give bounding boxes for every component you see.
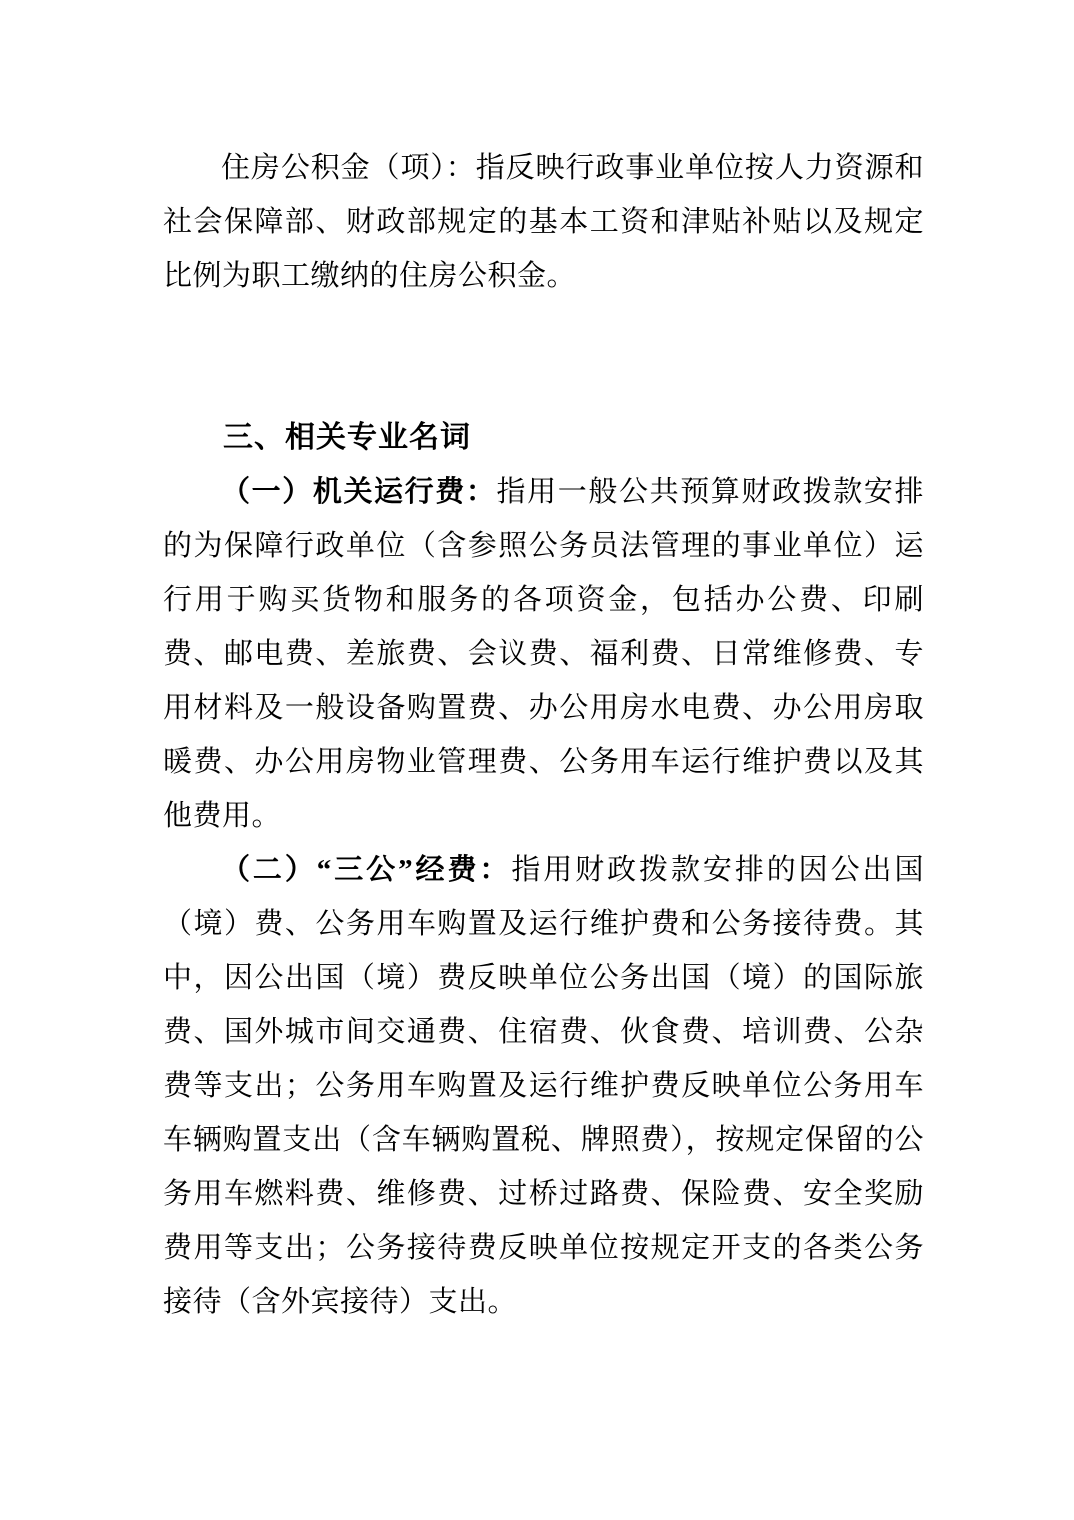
term-1-text: 指用一般公共预算财政拨款安排的为保障行政单位（含参照公务员法管理的事业单位）运行用于购买货物和服务的各项资金，包括办公费、印刷费、邮电费、差旅费、会议费、福利费、日常维修费、专用材料及一般设备购置费、办公用房水电费、办公用房取暖费、办公用房物业管理费、公务用车运行维护费以及其他费用。	[163, 476, 924, 832]
intro-paragraph-housing-fund: 住房公积金（项）：指反映行政事业单位按人力资源和社会保障部、财政部规定的基本工资和津贴补贴以及规定比例为职工缴纳的住房公积金。	[163, 152, 924, 292]
term-paragraph-three-public-expenses	[163, 843, 924, 1329]
term-2-text: 指用财政拨款安排的因公出国（境）费、公务用车购置及运行维护费和公务接待费。其中，因公出国（境）费反映单位公务出国（境）的国际旅费、国外城市间交通费、住宿费、伙食费、培训费、公杂费等支出；公务用车购置及运行维护费反映单位公务用车车辆购置支出（含车辆购置税、牌照费），按规定保留的公务用车燃料费、维修费、过桥过路费、保险费、安全奖励费用等支出；公务接待费反映单位按规定开支的各类公务接待（含外宾接待）支出。	[163, 854, 924, 1318]
term-paragraph-agency-operating-cost	[163, 465, 924, 843]
term-1-label: （一）机关运行费：	[221, 476, 497, 508]
section-heading: 三、相关专业名词	[223, 421, 471, 454]
term-2-label: （二）“三公”经费：	[221, 854, 512, 886]
